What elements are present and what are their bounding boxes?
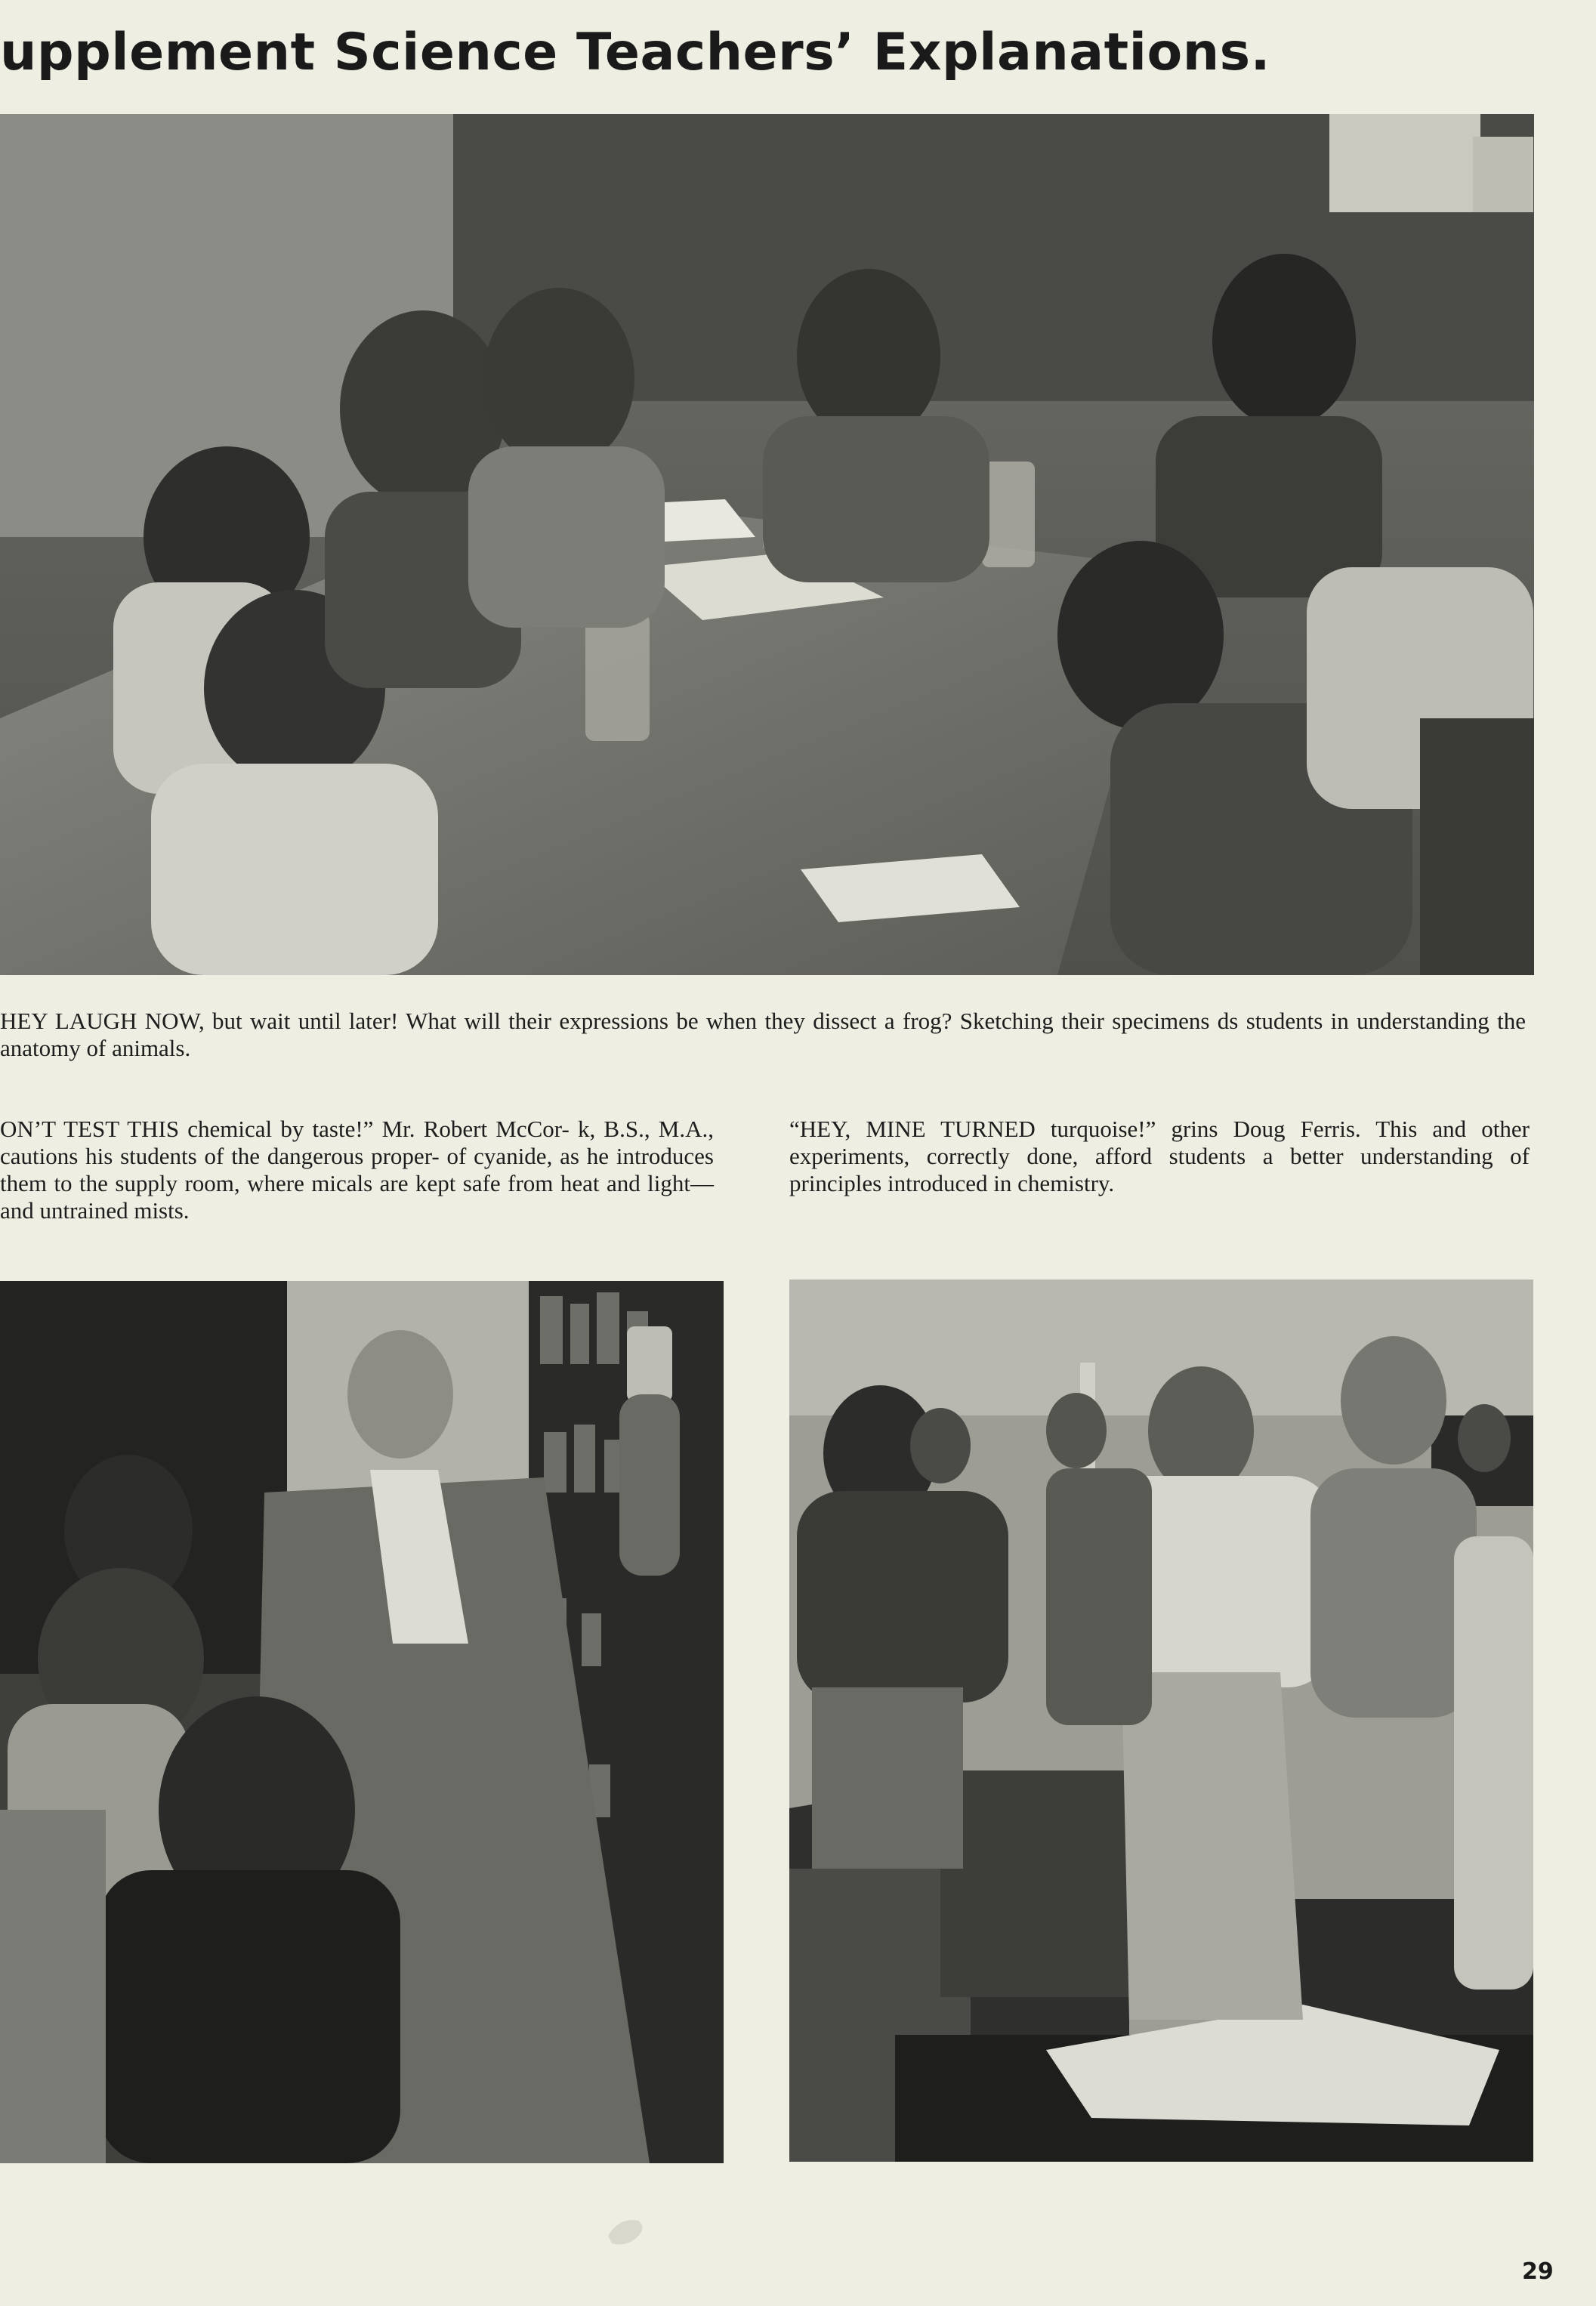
caption-right-photo: “HEY, MINE TURNED turquoise!” grins Doug Ferris. This and other experiments, correctly done, afford students a better understanding of principles introduced in chemistry. (789, 1116, 1530, 1196)
photo-teacher-supply-room (0, 1281, 724, 2163)
page-headline: upplement Science Teachers’ Explanations. (0, 23, 1270, 82)
caption-top-photo: HEY LAUGH NOW, but wait until later! What will their expressions be when they dissect a frog? Sketching their specimens ds students in understanding the anatomy of animals. (0, 1008, 1526, 1061)
photo-chemistry-experiment (789, 1280, 1533, 2162)
caption-left-photo: ON’T TEST THIS chemical by taste!” Mr. Robert McCor- k, B.S., M.A., cautions his students of the dangerous proper- of cyanide, as he introduces them to the supply room, where micals are kept safe from heat and light—and untrained mists. (0, 1116, 714, 1224)
faint-stamp-mark (604, 2213, 650, 2249)
page-number: 29 (1522, 2258, 1554, 2285)
photo-students-at-lab-table (0, 114, 1534, 975)
